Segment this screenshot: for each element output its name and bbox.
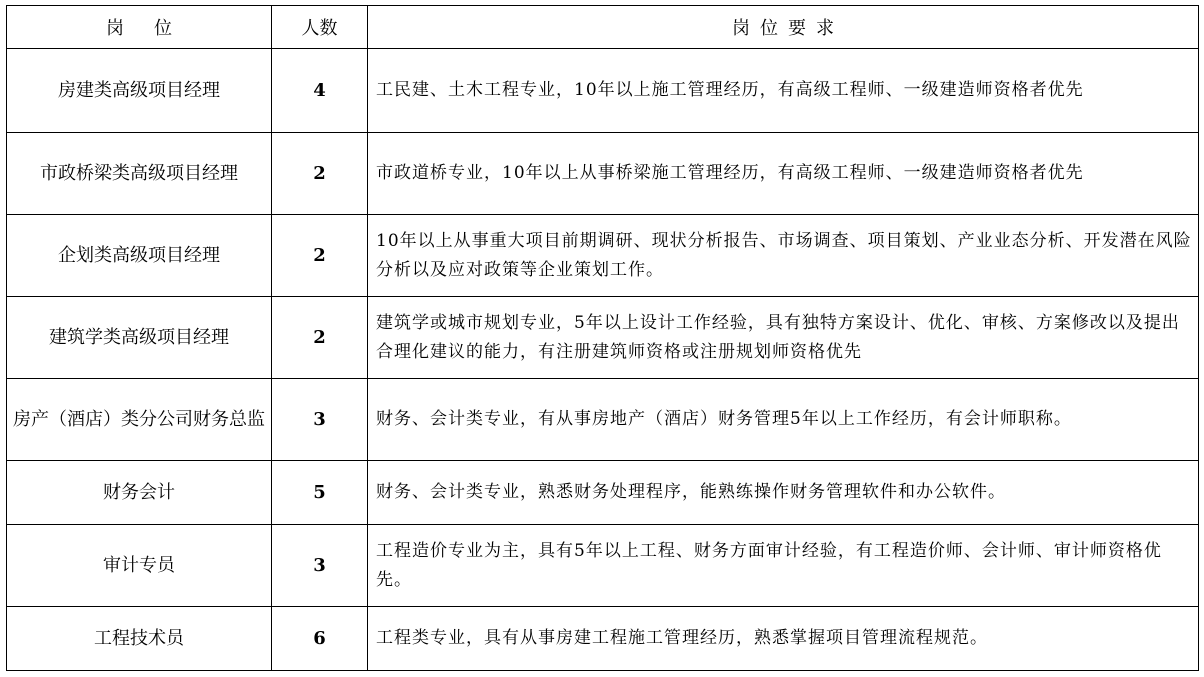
requirements-cell: 工程造价专业为主，具有5年以上工程、财务方面审计经验，有工程造价师、会计师、审计师资格优先。 <box>368 525 1199 607</box>
position-cell: 建筑学类高级项目经理 <box>7 297 272 379</box>
position-cell: 企划类高级项目经理 <box>7 215 272 297</box>
job-requirements-table <box>6 5 1199 671</box>
position-cell: 工程技术员 <box>7 607 272 671</box>
position-cell: 房建类高级项目经理 <box>7 49 272 133</box>
count-cell: 3 <box>272 525 368 607</box>
count-cell: 2 <box>272 297 368 379</box>
count-cell: 2 <box>272 133 368 215</box>
table-row <box>7 215 1199 297</box>
requirements-cell: 10年以上从事重大项目前期调研、现状分析报告、市场调查、项目策划、产业业态分析、开发潜在风险分析以及应对政策等企业策划工作。 <box>368 215 1199 297</box>
table-row <box>7 49 1199 133</box>
requirements-cell: 财务、会计类专业，有从事房地产（酒店）财务管理5年以上工作经历，有会计师职称。 <box>368 379 1199 461</box>
header-requirements: 岗位要求 <box>368 6 1199 49</box>
table-row <box>7 379 1199 461</box>
position-cell: 财务会计 <box>7 461 272 525</box>
count-cell: 2 <box>272 215 368 297</box>
requirements-cell: 工程类专业，具有从事房建工程施工管理经历，熟悉掌握项目管理流程规范。 <box>368 607 1199 671</box>
requirements-cell: 财务、会计类专业，熟悉财务处理程序，能熟练操作财务管理软件和办公软件。 <box>368 461 1199 525</box>
table-row <box>7 525 1199 607</box>
position-cell: 审计专员 <box>7 525 272 607</box>
position-cell: 房产（酒店）类分公司财务总监 <box>7 379 272 461</box>
table-row <box>7 133 1199 215</box>
table-row <box>7 461 1199 525</box>
count-cell: 5 <box>272 461 368 525</box>
table-row <box>7 297 1199 379</box>
count-cell: 6 <box>272 607 368 671</box>
requirements-cell: 工民建、土木工程专业，10年以上施工管理经历，有高级工程师、一级建造师资格者优先 <box>368 49 1199 133</box>
count-cell: 4 <box>272 49 368 133</box>
requirements-cell: 市政道桥专业，10年以上从事桥梁施工管理经历，有高级工程师、一级建造师资格者优先 <box>368 133 1199 215</box>
position-cell: 市政桥梁类高级项目经理 <box>7 133 272 215</box>
header-position: 岗位 <box>7 6 272 49</box>
table-row <box>7 607 1199 671</box>
requirements-cell: 建筑学或城市规划专业，5年以上设计工作经验，具有独特方案设计、优化、审核、方案修改以及提出合理化建议的能力，有注册建筑师资格或注册规划师资格优先 <box>368 297 1199 379</box>
table-header-row <box>7 6 1199 49</box>
count-cell: 3 <box>272 379 368 461</box>
header-count: 人数 <box>272 6 368 49</box>
